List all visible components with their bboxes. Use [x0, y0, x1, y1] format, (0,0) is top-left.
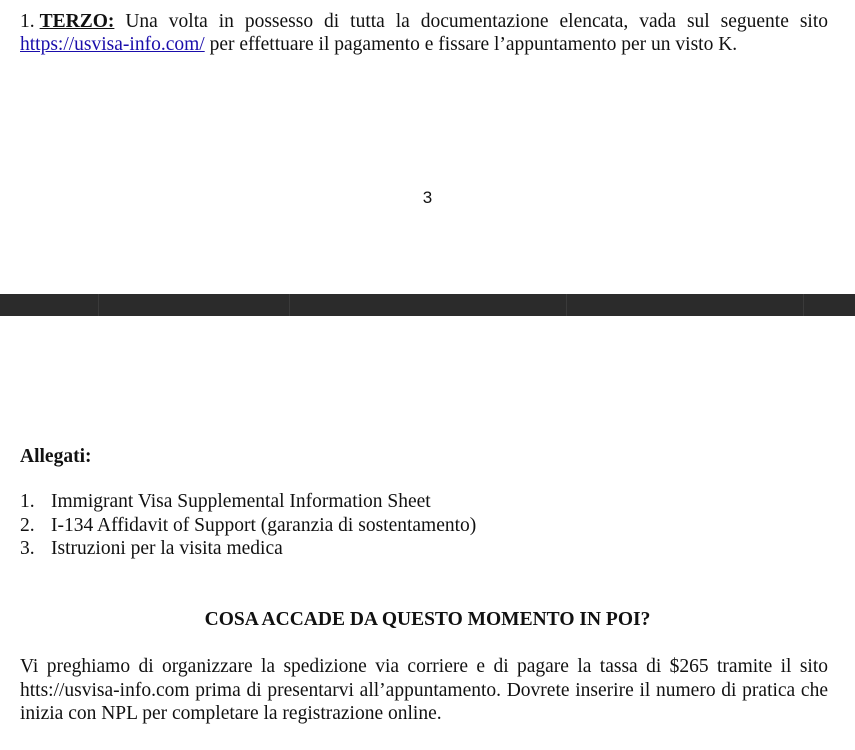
step-text-before-link: Una volta in possesso di tutta la documentazione elencata, vada sul seguente sito: [114, 11, 828, 32]
step-paragraph: [20, 10, 828, 56]
document-page-upper: [0, 0, 855, 295]
step-lead: TERZO:: [39, 11, 115, 32]
list-item-text: I-134 Affidavit of Support (garanzia di sostentamento): [51, 514, 477, 536]
page-break-seam: [289, 294, 290, 316]
attachments-title: Allegati:: [20, 446, 92, 467]
section-heading: COSA ACCADE DA QUESTO MOMENTO IN POI?: [204, 609, 651, 630]
step-text-after-link: per effettuare il pagamento e fissare l’appuntamento per un visto K.: [204, 34, 738, 55]
step-number: 1.: [20, 11, 35, 32]
page-number: 3: [422, 188, 433, 207]
list-item: [20, 514, 476, 538]
list-item: [20, 490, 476, 514]
list-item: [20, 537, 476, 561]
attachments-list: [20, 490, 476, 561]
page-break-divider: [0, 294, 855, 316]
list-item-number: 2.: [20, 514, 35, 536]
usvisa-info-link[interactable]: https://usvisa-info.com/: [20, 34, 205, 55]
list-item-text: Immigrant Visa Supplemental Information Sheet: [51, 491, 431, 512]
closing-paragraph: Vi preghiamo di organizzare la spedizione via corriere e di pagare la tassa di $265 tramite il sito htts://usvisa-info.com prima di presentarvi all’appuntamento. Dovrete inserire il numero di pratica che inizia con NPL per completare la registrazione online.: [20, 656, 828, 724]
list-item-number: 3.: [20, 538, 35, 559]
page-break-seam: [803, 294, 804, 316]
page-break-seam: [566, 294, 567, 316]
list-item-number: 1.: [20, 491, 35, 512]
page-break-seam: [98, 294, 99, 316]
list-item-text: Istruzioni per la visita medica: [51, 538, 283, 559]
